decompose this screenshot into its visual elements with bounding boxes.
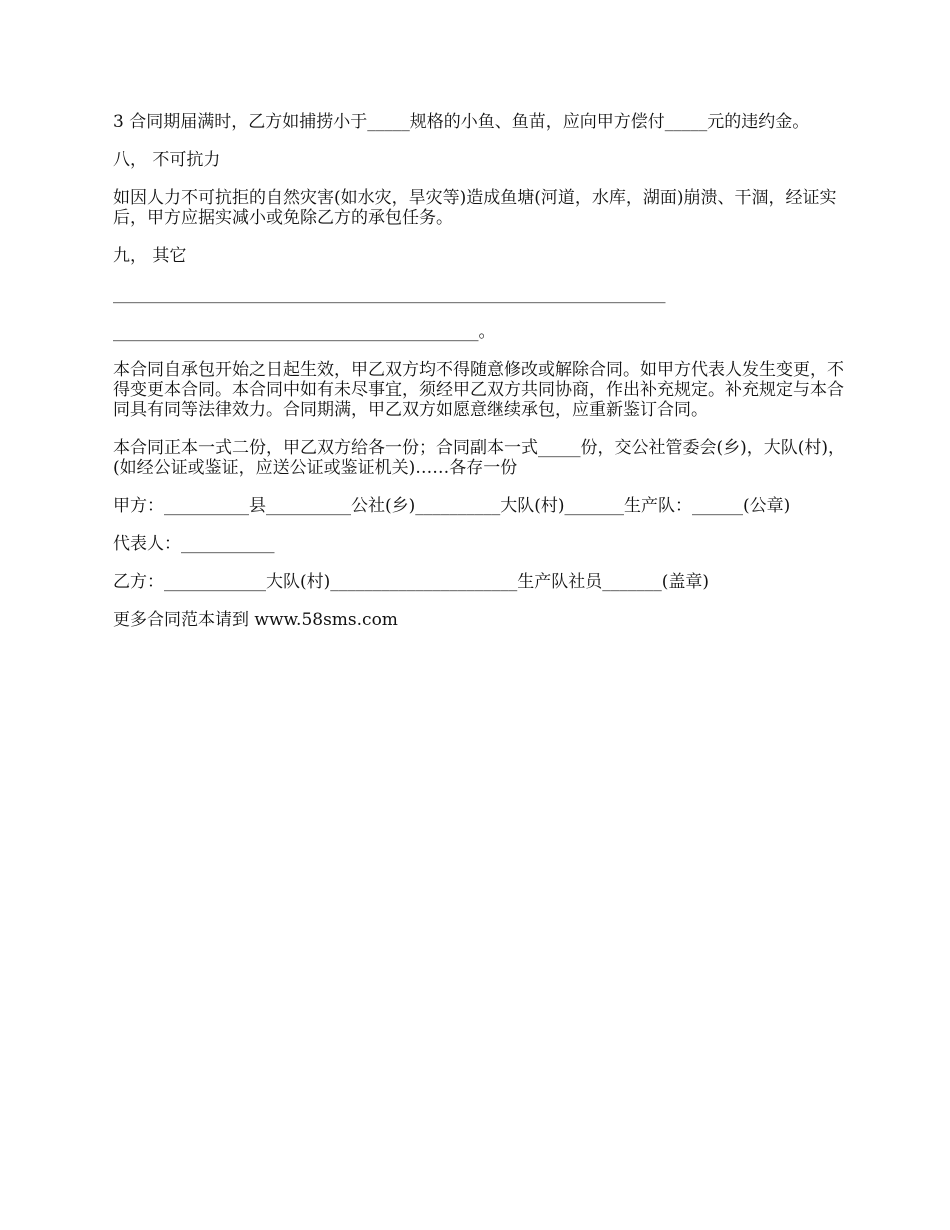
party-b-signature: 乙方：____________大队(村)______________________生产队社员_______(盖章) <box>113 572 710 592</box>
representative-signature: 代表人：___________ <box>113 534 275 554</box>
blank-line-1: _________________________________________________________________ <box>113 284 666 304</box>
section-8-title: 八， 不可抗力 <box>113 150 221 170</box>
blank-line-2: ___________________________________________。 <box>113 322 496 342</box>
footer-link-text: 更多合同范本请到 www.58sms.com <box>113 610 398 630</box>
section-8-text: 如因人力不可抗拒的自然灾害(如水灾，旱灾等)造成鱼塘(河道，水库，湖面)崩溃、干涸，经证实后，甲方应据实减小或免除乙方的承包任务。 <box>113 188 837 228</box>
party-a-signature: 甲方：__________县__________公社(乡)__________大队(村)_______生产队：______(公章) <box>113 496 791 516</box>
section-9-title: 九， 其它 <box>113 246 187 266</box>
copies-text: 本合同正本一式二份，甲乙双方给各一份；合同副本一式_____份，交公社管委会(乡)，大队(村)，(如经公证或鉴证，应送公证或鉴证机关)……各存一份 <box>113 438 846 478</box>
clause-3: 3 合同期届满时，乙方如捕捞小于_____规格的小鱼、鱼苗，应向甲方偿付_____元的违约金。 <box>113 112 810 132</box>
contract-page <box>113 112 858 648</box>
effect-text: 本合同自承包开始之日起生效，甲乙双方均不得随意修改或解除合同。如甲方代表人发生变更，不得变更本合同。本合同中如有未尽事宜，须经甲乙双方共同协商，作出补充规定。补充规定与本合同具有同等法律效力。合同期满，甲乙双方如愿意继续承包，应重新鉴订合同。 <box>113 360 844 420</box>
